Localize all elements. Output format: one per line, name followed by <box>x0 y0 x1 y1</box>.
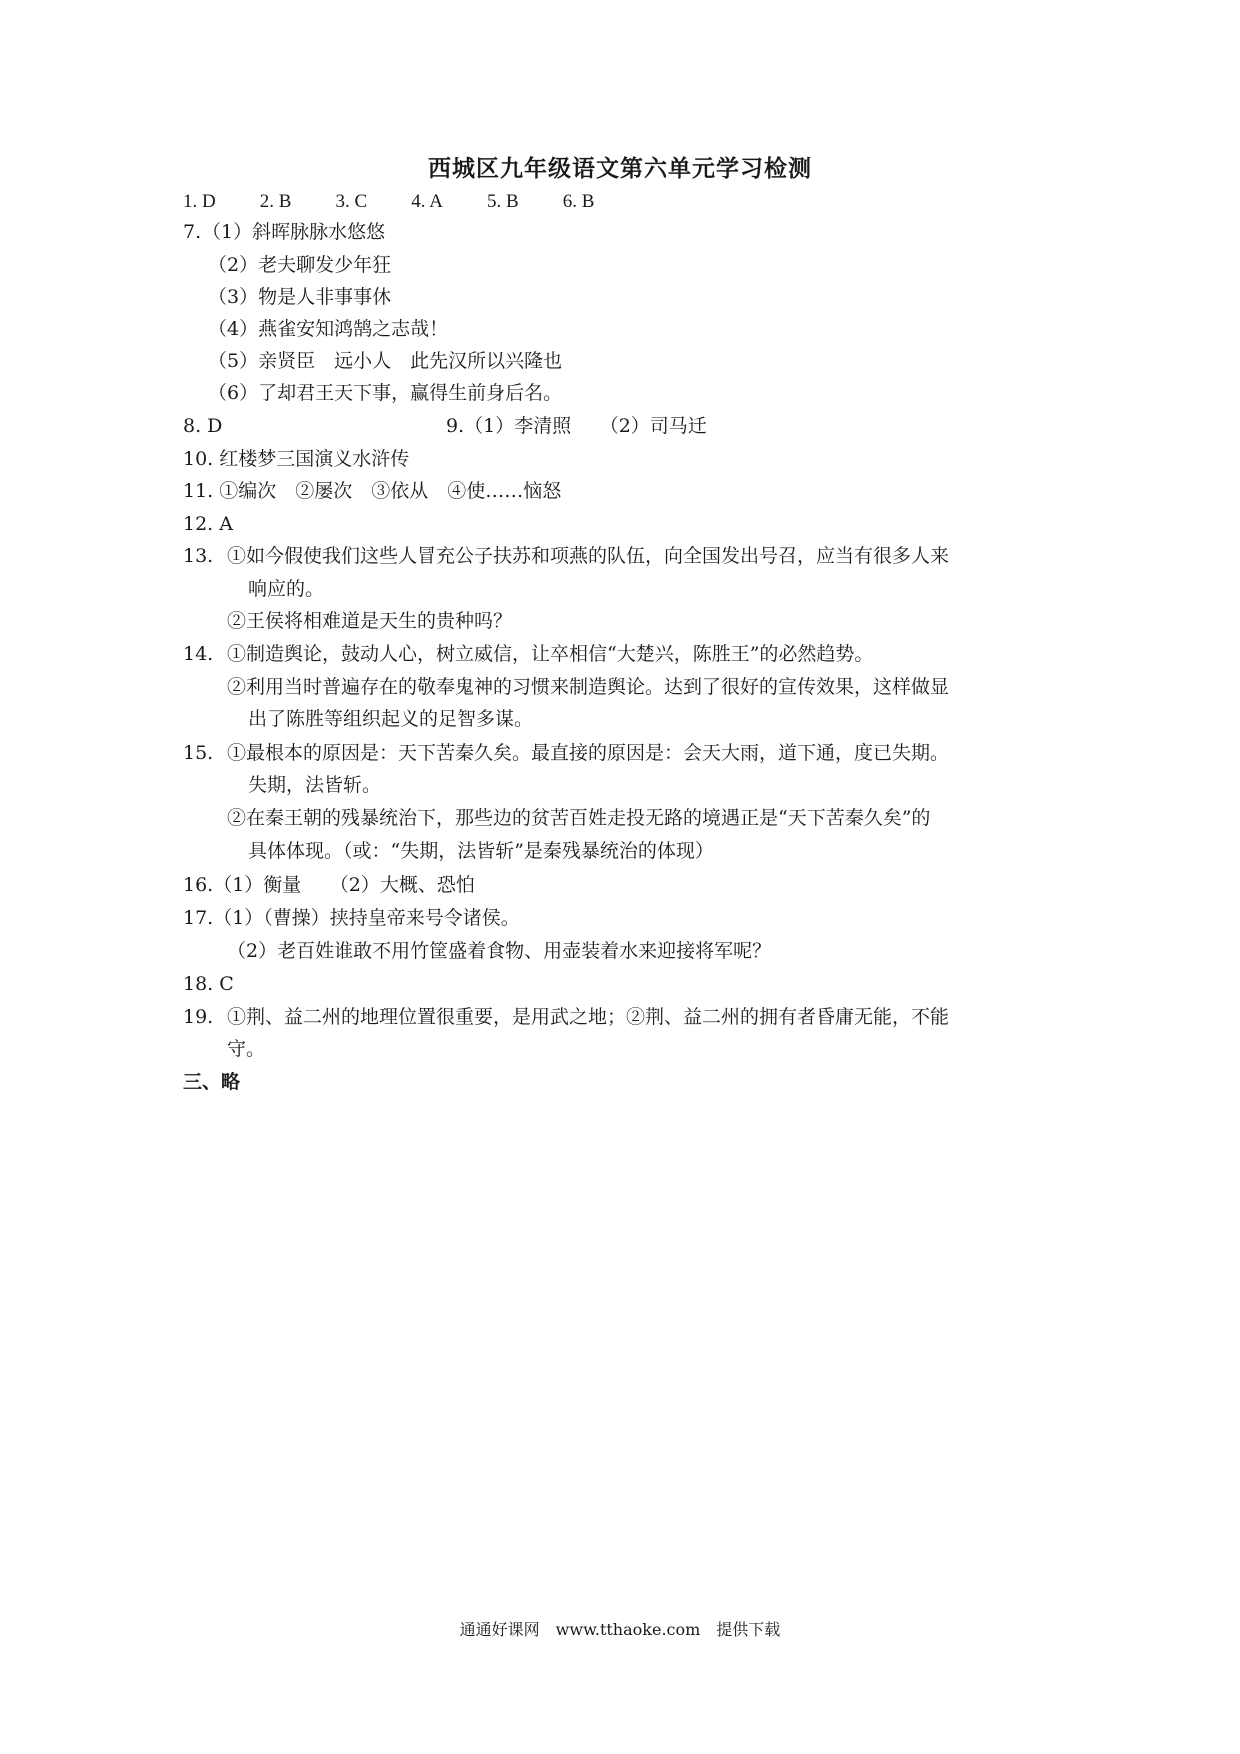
mc-answer: 2. B <box>259 191 292 212</box>
q19-number: 19. <box>183 1006 214 1028</box>
q14-line: ②利用当时普遍存在的敬奉鬼神的习惯来制造舆论。达到了很好的宣传效果，这样做显 <box>227 676 950 698</box>
q7-item: （2）老夫聊发少年狂 <box>208 254 392 276</box>
q12-answer: 12. A <box>183 513 233 535</box>
q19-line: 守。 <box>227 1038 266 1060</box>
mc-answer: 4. A <box>411 191 443 212</box>
q18-answer: 18. C <box>183 973 234 995</box>
q15-line: 失期，法皆斩。 <box>248 774 382 796</box>
q13-line: ②王侯将相难道是天生的贵种吗？ <box>227 610 513 632</box>
q16-answer: 16.（1）衡量 （2）大概、恐怕 <box>183 874 475 896</box>
q10-answer: 10. 红楼梦三国演义水浒传 <box>183 448 410 470</box>
q7-number: 7. <box>183 221 202 243</box>
q17-line: （2）老百姓谁敢不用竹筐盛着食物、用壶装着水来迎接将军呢？ <box>227 940 772 962</box>
mc-answer: 6. B <box>562 191 595 212</box>
part-three-heading: 三、略 <box>183 1071 241 1093</box>
q15-line: 具体体现。（或：“失期，法皆斩”是秦残暴统治的体现） <box>248 840 714 862</box>
q15-line: ②在秦王朝的残暴统治下，那些边的贫苦百姓走投无路的境遇正是“天下苦秦久矣”的 <box>227 807 931 829</box>
page-footer: 通通好课网 www.tthaoke.com 提供下载 <box>459 1620 781 1639</box>
q14-number: 14. <box>183 643 214 665</box>
mc-answer: 5. B <box>486 191 519 212</box>
mc-answers-row <box>183 188 632 215</box>
q14-line: 出了陈胜等组织起义的足智多谋。 <box>248 708 534 730</box>
q7-item: （1）斜晖脉脉水悠悠 <box>202 221 386 243</box>
q11-answer: 11. ①编次 ②屡次 ③依从 ④使……恼怒 <box>183 480 562 502</box>
q8-answer: 8. D <box>183 415 223 437</box>
q15-number: 15. <box>183 742 214 764</box>
q15-line: ①最根本的原因是：天下苦秦久矣。最直接的原因是：会天大雨，道下通，度已失期。 <box>227 742 950 764</box>
q9-answer: 9.（1）李清照 （2）司马迁 <box>446 415 707 437</box>
q7-item: （6）了却君王天下事，赢得生前身后名。 <box>208 382 563 404</box>
q17-line: 17.（1）（曹操）挟持皇帝来号令诸侯。 <box>183 907 520 929</box>
mc-answer: 3. C <box>335 191 368 212</box>
mc-answer: 1. D <box>183 191 216 212</box>
q14-line: ①制造舆论，鼓动人心，树立威信，让卒相信“大楚兴，陈胜王”的必然趋势。 <box>227 643 874 665</box>
q19-line: ①荆、益二州的地理位置很重要，是用武之地；②荆、益二州的拥有者昏庸无能，不能 <box>227 1006 950 1028</box>
q7-item: （4）燕雀安知鸿鹄之志哉！ <box>208 318 449 340</box>
q13-line: ①如今假使我们这些人冒充公子扶苏和项燕的队伍，向全国发出号召，应当有很多人来 <box>227 545 950 567</box>
q7-item: （5）亲贤臣 远小人 此先汉所以兴隆也 <box>208 350 563 372</box>
q13-number: 13. <box>183 545 214 567</box>
q7-item: （3）物是人非事事休 <box>208 286 392 308</box>
q13-line: 响应的。 <box>248 578 325 600</box>
page-title: 西城区九年级语文第六单元学习检测 <box>428 156 812 182</box>
